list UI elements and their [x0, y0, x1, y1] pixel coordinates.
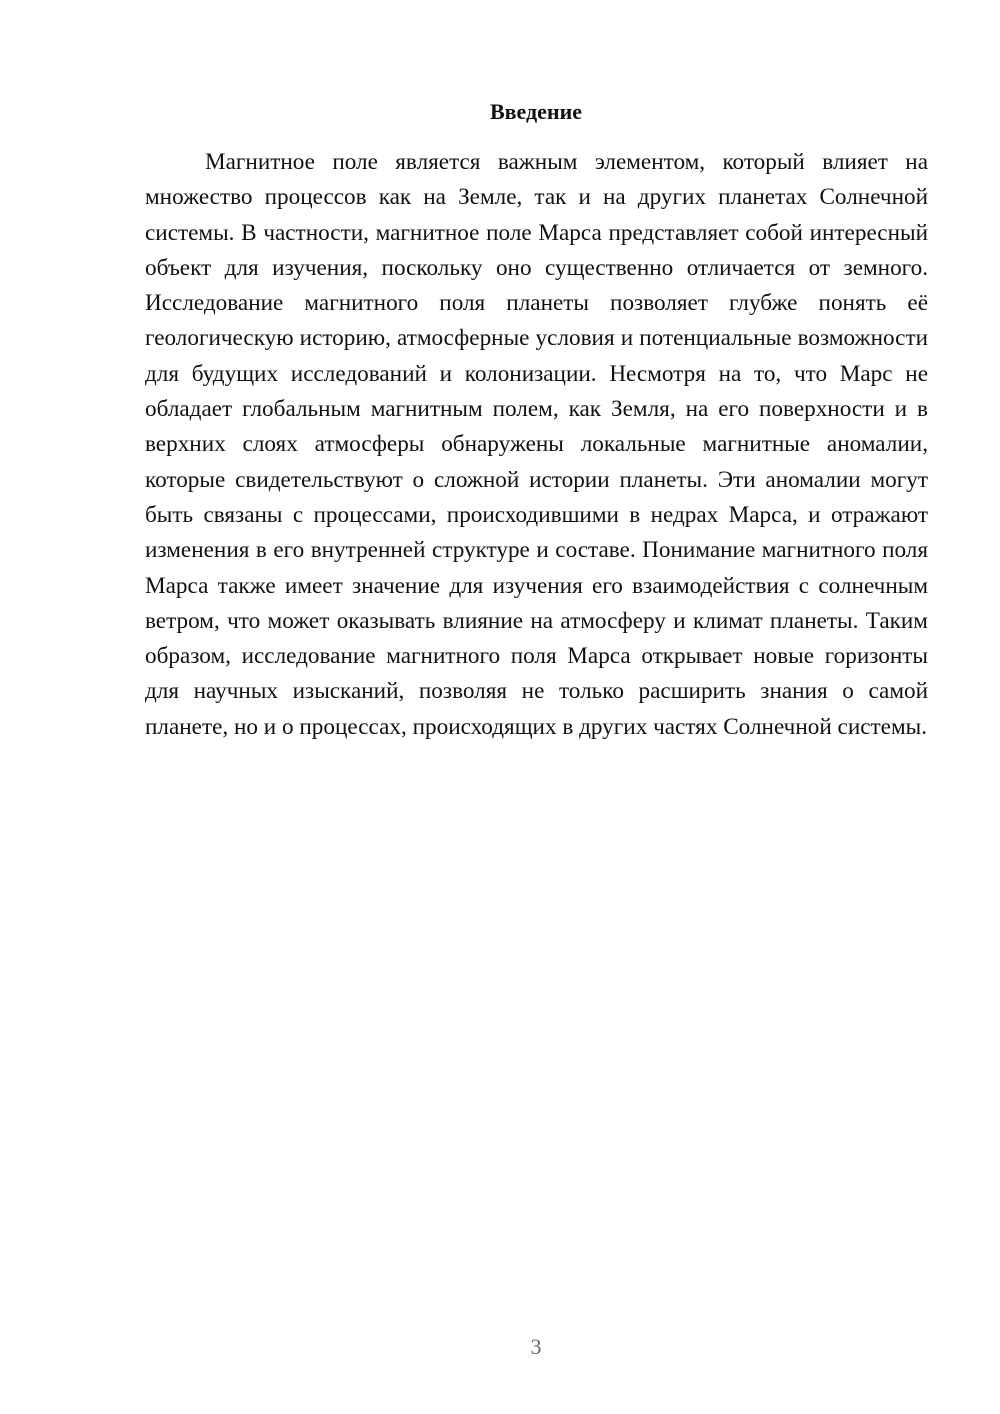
body-paragraph: Магнитное поле является важным элементом, который влияет на множество процессов как на Земле, так и на других планетах Солнечной системы. В частности, магнитное поле Марса представляет собой интересный объект для изучения, поскольку оно существенно отличается от земного. Исследование магнитного поля планеты позволяет глубже понять её геологическую историю, атмосферные условия и потенциальные возможности для будущих исследований и колонизации. Несмотря на то, что Марс не обладает глобальным магнитным полем, как Земля, на его поверхности и в верхних слоях атмосферы обнаружены локальные магнитные аномалии, которые свидетельствуют о сложной истории планеты. Эти аномалии могут быть связаны с процессами, происходившими в недрах Марса, и отражают изменения в его внутренней структуре и составе. Понимание магнитного поля Марса также имеет значение для изучения его взаимодействия с солнечным ветром, что может оказывать влияние на атмосферу и климат планеты. Таким образом, исследование магнитного поля Марса открывает новые горизонты для научных изысканий, позволяя не только расширить знания о самой планете, но и о процессах, происходящих в других частях Солнечной системы.: [145, 149, 928, 740]
section-heading: Введение: [489, 99, 583, 124]
page-number: 3: [530, 1334, 542, 1359]
